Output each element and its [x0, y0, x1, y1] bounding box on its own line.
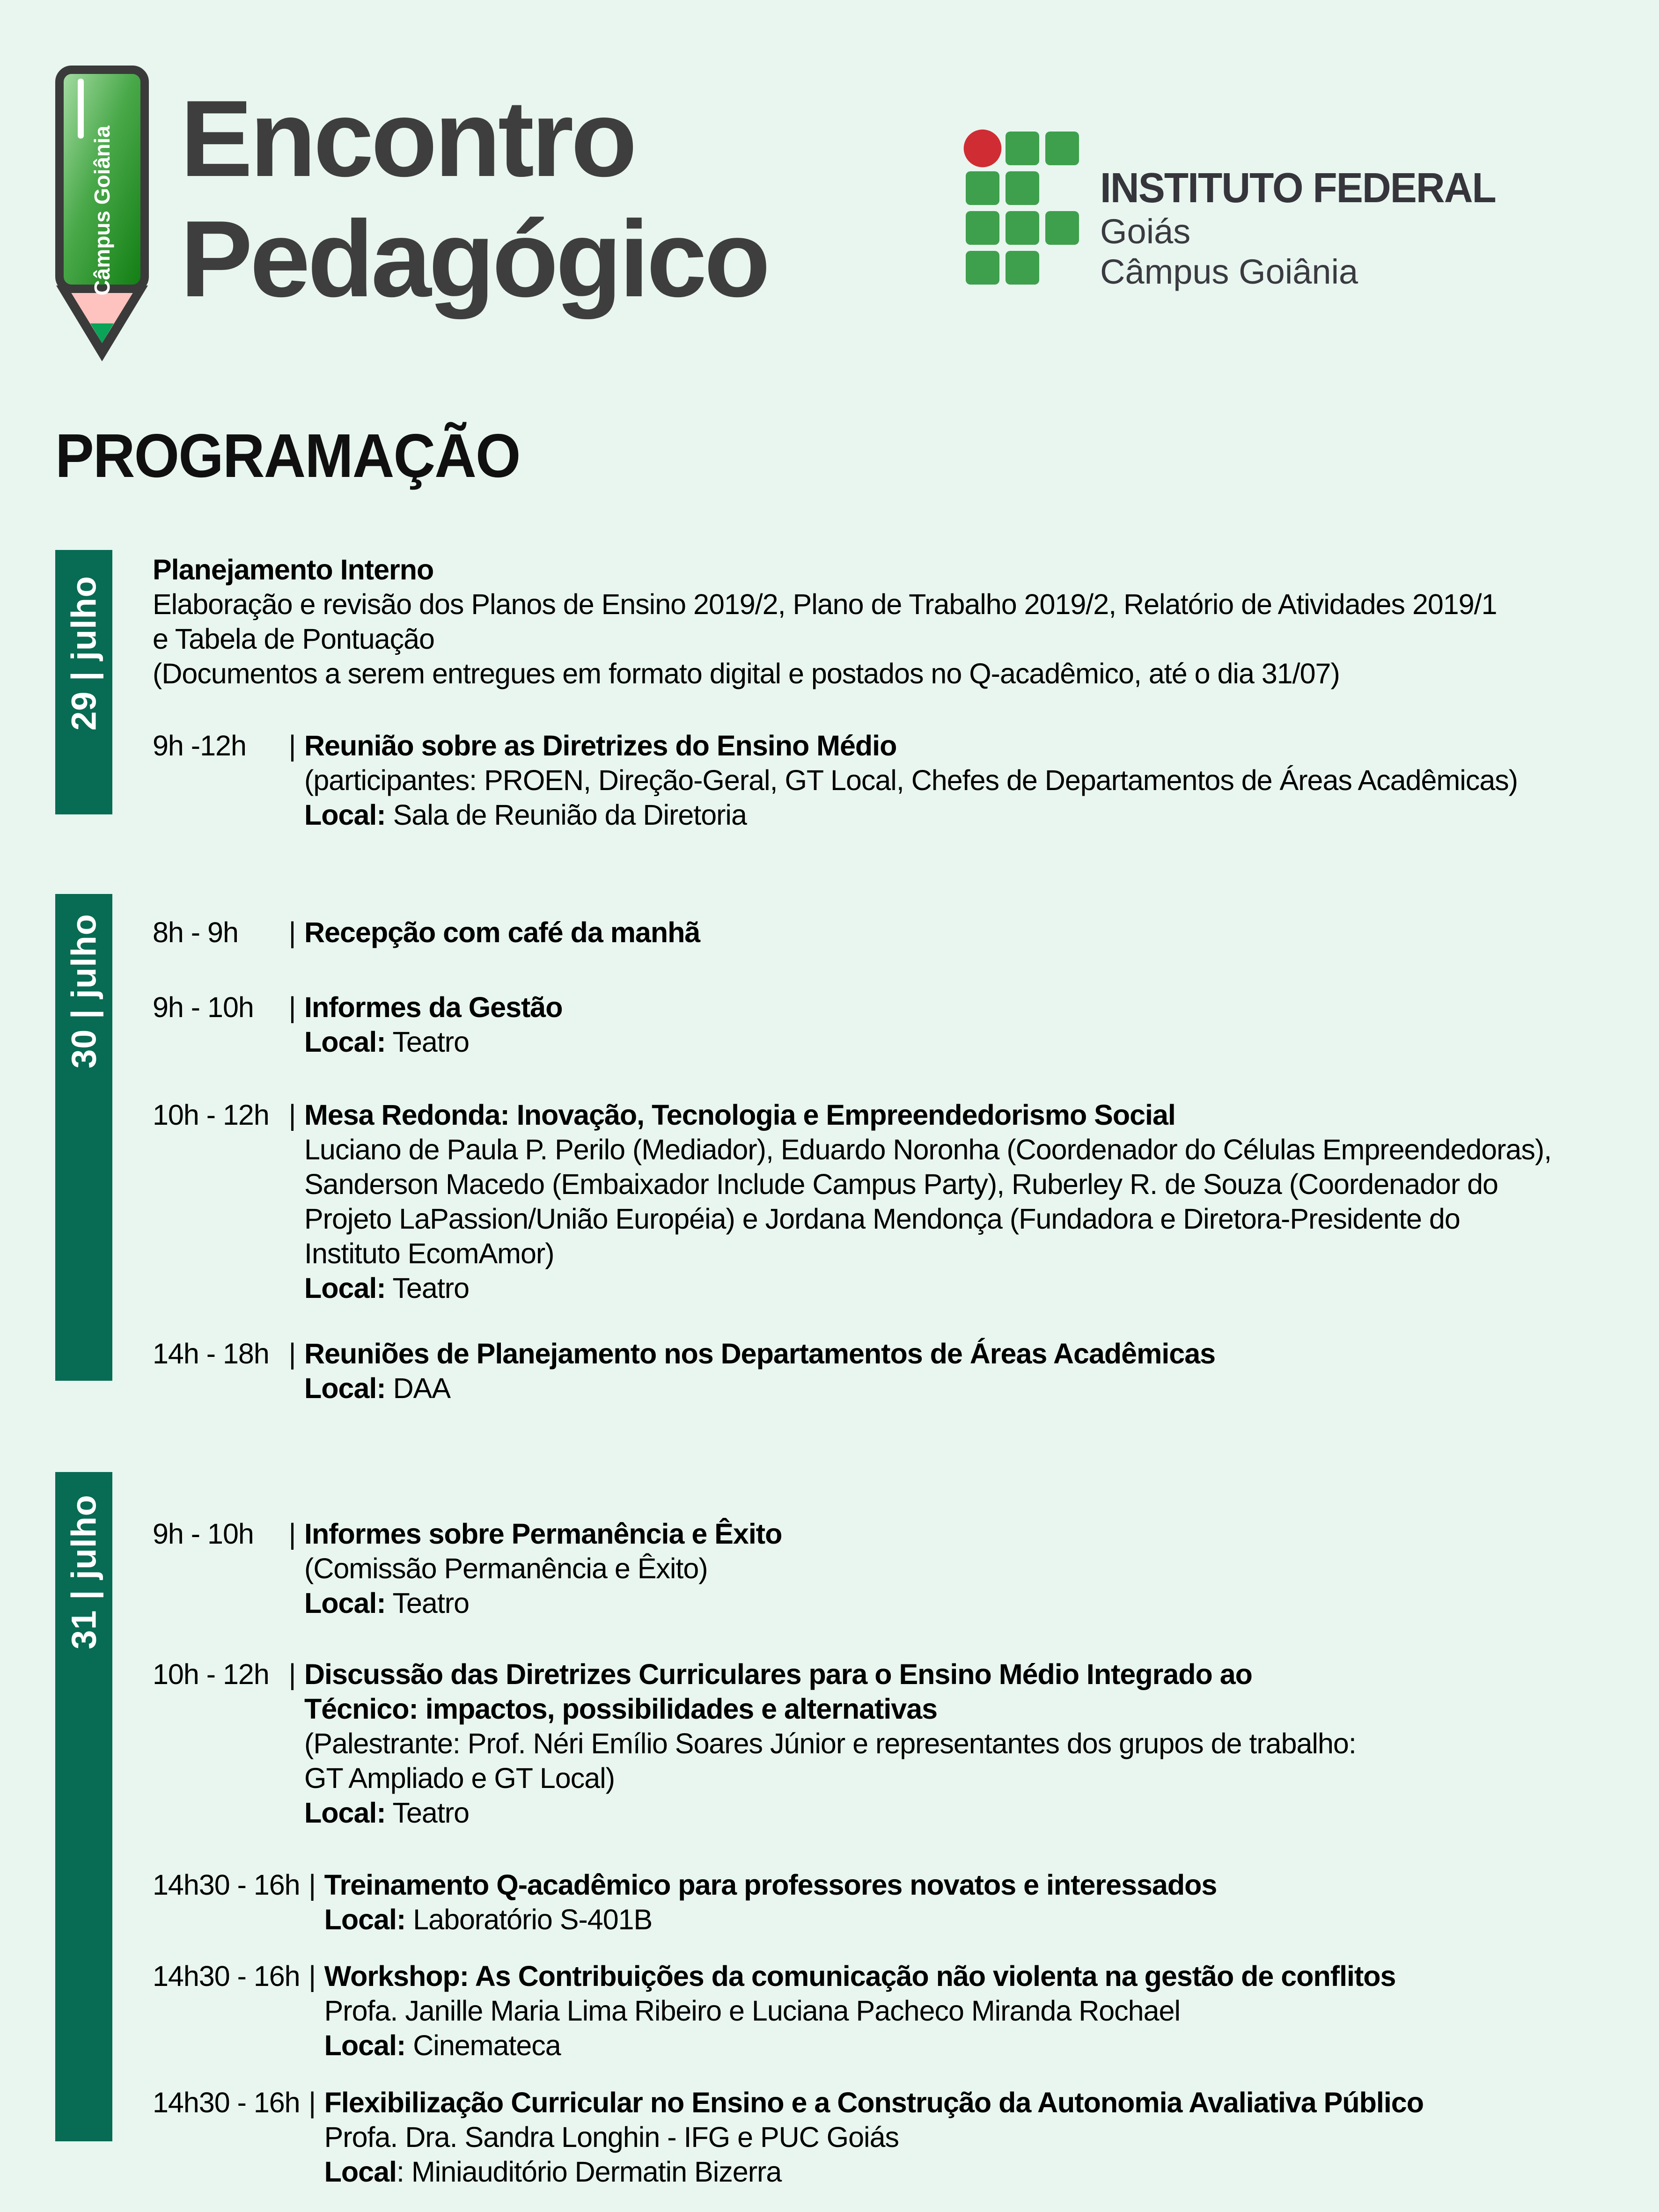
day-label: 29 | julho [64, 576, 103, 731]
pipe-separator: | [308, 2087, 316, 2118]
event-detail: GT Ampliado e GT Local) [304, 1762, 615, 1794]
event-reunioes-planejamento [153, 1336, 1215, 1406]
event-body [324, 1959, 1396, 2063]
local-value: : Miniauditório Dermatin Bizerra [396, 2156, 782, 2188]
event-body [304, 728, 1518, 832]
event-body [304, 915, 700, 950]
event-title: Reuniões de Planejamento nos Departamentos de Áreas Acadêmicas [304, 1338, 1216, 1370]
ifg-wordmark [1100, 165, 1516, 292]
event-title: Mesa Redonda: Inovação, Tecnologia e Empreendedorismo Social [304, 1099, 1175, 1131]
event-time: 14h - 18h [153, 1338, 269, 1370]
ifg-cell-green [966, 211, 999, 245]
event-detail: (Comissão Permanência e Êxito) [304, 1553, 708, 1584]
event-time: 14h30 - 16h [153, 1960, 300, 1992]
event-time: 14h30 - 16h [153, 2087, 300, 2118]
event-local [324, 2028, 1396, 2063]
ifg-cell-green [1006, 211, 1039, 245]
local-label: Local: [304, 1372, 386, 1404]
event-permanencia-exito [153, 1516, 782, 1620]
pipe-separator: | [308, 1869, 316, 1901]
pipe-separator: | [288, 1658, 296, 1690]
pipe-separator: | [288, 1099, 296, 1131]
event-detail: Sanderson Macedo (Embaixador Include Campus Party), Ruberley R. de Souza (Coordenador do [304, 1168, 1498, 1200]
day-label: 31 | julho [64, 1494, 103, 1649]
event-title: Informes sobre Permanência e Êxito [304, 1518, 782, 1550]
pipe-separator: | [288, 1518, 296, 1550]
day-bar-30-julho [55, 894, 112, 1381]
page-title [180, 79, 768, 319]
event-body [324, 1868, 1217, 1937]
local-label: Local: [324, 2029, 406, 2061]
event-body [304, 1336, 1215, 1406]
event-detail: Profa. Janille Maria Lima Ribeiro e Luciana Pacheco Miranda Rochael [324, 1995, 1181, 2027]
ifg-cell-green [1006, 251, 1039, 285]
event-body [304, 990, 563, 1059]
event-time: 10h - 12h [153, 1658, 269, 1690]
pipe-separator: | [288, 1338, 296, 1370]
pencil-highlight [78, 79, 84, 139]
event-local [304, 1586, 782, 1620]
event-detail: (Palestrante: Prof. Néri Emílio Soares Júnior e representantes dos grupos de trabalho: [304, 1728, 1356, 1759]
event-time: 9h -12h [153, 730, 246, 762]
event-title: Reunião sobre as Diretrizes do Ensino Médio [304, 730, 897, 762]
event-detail: Luciano de Paula P. Perilo (Mediador), Eduardo Noronha (Coordenador do Células Empreendedoras), [304, 1134, 1552, 1165]
event-title: Informes da Gestão [304, 991, 563, 1023]
ifg-cell-green [966, 171, 999, 205]
local-label: Local: [304, 1026, 386, 1058]
event-workshop-comunicacao [153, 1959, 1395, 2063]
event-title: Flexibilização Curricular no Ensino e a Construção da Autonomia Avaliativa Público [324, 2087, 1424, 2118]
pipe-separator: | [288, 991, 296, 1023]
event-local [304, 1271, 1551, 1305]
event-title: Recepção com café da manhã [304, 916, 700, 948]
ifg-cell-red [964, 130, 1002, 168]
local-label: Local: [304, 799, 386, 831]
ifg-name: INSTITUTO FEDERAL [1100, 165, 1496, 212]
day-bar-29-julho [55, 550, 112, 814]
event-detail: Projeto LaPassion/União Européia) e Jordana Mendonça (Fundadora e Diretora-Presidente do [304, 1203, 1460, 1235]
pencil-logo [55, 66, 149, 363]
program-heading: PROGRAMAÇÃO [55, 421, 520, 490]
event-informes-gestao [153, 990, 563, 1059]
ifg-state: Goiás [1100, 212, 1191, 251]
page-title-line2: Pedagógico [180, 198, 768, 320]
intro-line: e Tabela de Pontuação [153, 623, 434, 655]
event-body [304, 1098, 1551, 1305]
event-local [304, 1025, 563, 1059]
event-local [304, 798, 1518, 832]
intro-planejamento-interno [153, 552, 1497, 691]
event-mesa-redonda [153, 1098, 1551, 1305]
local-label: Local [324, 2156, 396, 2188]
local-value: Teatro [392, 1797, 470, 1829]
ifg-cell-green [1045, 211, 1079, 245]
event-time: 10h - 12h [153, 1099, 269, 1131]
local-label: Local: [324, 1904, 406, 1935]
ifg-cell-green [966, 251, 999, 285]
event-title: Discussão das Diretrizes Curriculares para o Ensino Médio Integrado ao [304, 1658, 1252, 1690]
ifg-cell-green [1006, 171, 1039, 205]
pipe-separator: | [288, 916, 296, 948]
ifg-logo-icon [966, 132, 1079, 285]
local-value: Laboratório S-401B [413, 1904, 653, 1935]
event-discussao-diretrizes [153, 1657, 1356, 1830]
ifg-cell-empty [1045, 251, 1079, 285]
event-local [304, 1371, 1215, 1406]
event-detail: Profa. Dra. Sandra Longhin - IFG e PUC Goiás [324, 2121, 899, 2153]
event-recepcao-cafe [153, 915, 700, 950]
local-label: Local: [304, 1272, 386, 1304]
event-time: 8h - 9h [153, 916, 238, 948]
local-value: Teatro [392, 1587, 470, 1619]
day-label: 30 | julho [64, 914, 103, 1069]
pipe-separator: | [308, 1960, 316, 1992]
local-label: Local: [304, 1587, 386, 1619]
page-title-line1: Encontro [180, 78, 635, 199]
local-value: Cinemateca [413, 2029, 561, 2061]
event-local [324, 1902, 1217, 1937]
event-local [324, 2154, 1424, 2189]
local-value: Sala de Reunião da Diretoria [393, 799, 747, 831]
ifg-cell-green [1045, 132, 1079, 165]
event-body [304, 1657, 1356, 1830]
day-bar-31-julho [55, 1472, 112, 2141]
local-value: DAA [393, 1372, 451, 1404]
pipe-separator: | [288, 730, 296, 762]
event-body [304, 1516, 782, 1620]
event-detail: (participantes: PROEN, Direção-Geral, GT Local, Chefes de Departamentos de Áreas Acadêmicas) [304, 764, 1518, 796]
pencil-label: Câmpus Goiânia [90, 125, 114, 296]
event-time: 9h - 10h [153, 991, 254, 1023]
local-label: Local: [304, 1797, 386, 1829]
event-title: Workshop: As Contribuições da comunicação não violenta na gestão de conflitos [324, 1960, 1396, 1992]
event-local [304, 1795, 1356, 1830]
event-title: Treinamento Q-acadêmico para professores novatos e interessados [324, 1869, 1217, 1901]
event-detail: Instituto EcomAmor) [304, 1238, 554, 1269]
event-title-line2: Técnico: impactos, possibilidades e alternativas [304, 1693, 938, 1725]
event-reuniao-diretrizes [153, 728, 1518, 832]
event-flexibilizacao-curricular [153, 2085, 1424, 2189]
ifg-cell-empty [1045, 171, 1079, 205]
event-time: 9h - 10h [153, 1518, 254, 1550]
intro-note: (Documentos a serem entregues em formato digital e postados no Q-acadêmico, até o dia 31/07) [153, 658, 1340, 689]
ifg-campus: Câmpus Goiânia [1100, 252, 1358, 291]
local-value: Teatro [392, 1272, 470, 1304]
local-value: Teatro [392, 1026, 470, 1058]
event-time: 14h30 - 16h [153, 1869, 300, 1901]
intro-title: Planejamento Interno [153, 554, 434, 586]
event-treinamento-qacademico [153, 1868, 1217, 1937]
ifg-cell-green [1006, 132, 1039, 165]
intro-line: Elaboração e revisão dos Planos de Ensino 2019/2, Plano de Trabalho 2019/2, Relatório de Atividades 2019/1 [153, 588, 1497, 620]
event-body [324, 2085, 1424, 2189]
pencil-icon [55, 66, 149, 363]
